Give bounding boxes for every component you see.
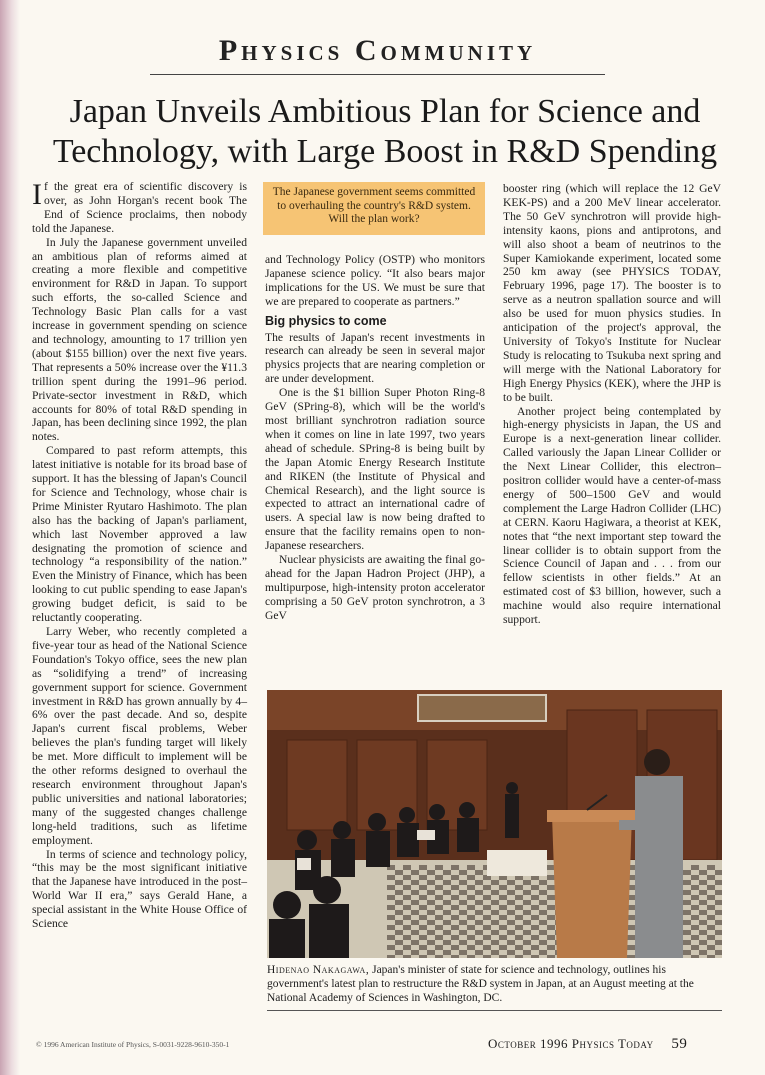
- paragraph: If the great era of scientific discovery is over, as John Horgan's recent book The End of Science proclaims, then nobody told the Japanese.: [32, 178, 247, 235]
- article-column-1: [32, 180, 247, 931]
- paragraph: The results of Japan's recent investments in research can already be seen in several major physics projects that are nearing completion or are under development.: [265, 330, 485, 386]
- paragraph: and Technology Policy (OSTP) who monitors Japanese science policy. “It also bears major implications for the US. We must be sure that we are prepared to cooperate as partners.”: [265, 253, 485, 308]
- paragraph: booster ring (which will replace the 12 GeV KEK-PS) and a 200 MeV linear accelerator. The 50 GeV synchrotron will provide high-intensity kaons, pions and antiprotons, and will also shoot a beam of neutrinos to the Super Kamiokande experiment, located some 250 km away (see PHYSICS TODAY, February 1996, page 17). The booster is to serve as a neutron spallation source and will also be used for muon physics studies. In anticipation of the project's approval, the University of Tokyo's Institute for Nuclear Study is relocating to Tsukuba next spring and will merge with the National Laboratory for High Energy Physics (KEK), where the JHP is to be built.: [503, 182, 721, 404]
- article-headline: Japan Unveils Ambitious Plan for Science and Technology, with Large Boost in R&D Spending: [52, 93, 718, 170]
- page-spine-shadow: [0, 0, 20, 1075]
- article-column-3: [503, 182, 721, 627]
- section-rule: [150, 74, 605, 75]
- footer-rule: [267, 1010, 722, 1011]
- caption-name: Hidenao Nakagawa,: [267, 964, 370, 976]
- paragraph: Compared to past reform attempts, this latest initiative is notable for its broad base of support. It has the blessing of Japan's Council for Science and Technology, whose chair is Prime Minister Ryutaro Hashimoto. The plan also has the backing of Japan's parliament, which last November approved a law designating the promotion of science and technology “a responsibility of the nation.” Even the Ministry of Finance, which has been looking to cut public spending to ease Japan's growing budget deficit, is said to be reluctantly cooperating.: [32, 444, 247, 625]
- paragraph: In July the Japanese government unveiled an ambitious plan of reforms aimed at creating a more flexible and competitive environment for R&D in Japan. To support such efforts, the so-called Science and Technology Basic Plan calls for a vast increase in government spending on science and technology, amounting to 17 trillion yen (about $155 billion) over the next five years. That represents a 50% increase over the ¥11.3 trillion spent during the 1991–96 period. Private-sector investment in R&D, which accounts for 80% of total R&D spending in Japan, has been declining since 1992, the plan notes.: [32, 235, 247, 444]
- subheading: Big physics to come: [265, 313, 387, 328]
- pull-quote-box: [263, 182, 485, 235]
- pull-quote-text: The Japanese government seems committed to overhauling the country's R&D system. Will the plan work?: [272, 186, 476, 225]
- article-column-2: [265, 253, 485, 623]
- section-heading: Physics Community: [218, 34, 537, 67]
- paragraph: One is the $1 billion Super Photon Ring-8 GeV (SPring-8), which will be the world's most brilliant synchrotron radiation source when it comes on line in late 1997, two years ahead of schedule. SPring-8 is being built by the Japan Atomic Energy Research Institute and RIKEN (the Institute of Physical and Chemical Research), and the light source is expected to attract an international cadre of users. A special law is now being drafted to ensure that the facility remains open to non-Japanese researchers.: [265, 386, 485, 553]
- paragraph: In terms of science and technology policy, “this may be the most significant initiative that the Japanese have introduced in the post–World War II era,” says Gerald Hane, a special assistant in the White House Office of Science: [32, 847, 247, 931]
- paragraph: Another project being contemplated by high-energy physicists in Japan, the US and Europe is a next-generation linear collider. Called variously the Japan Linear Collider or the Next Linear Collider, this electron–positron collider would have a center-of-mass energy of 500–1500 GeV and would complement the Large Hadron Collider (LHC) at CERN. Kaoru Hagiwara, a theorist at KEK, notes that “the next important step toward the linear collider is to obtain support from the Science Council of Japan and . . . from our fellow scientists in other fields.” At an estimated cost of $3 billion, however, such a machine would also require international support.: [503, 404, 721, 627]
- copyright-notice: © 1996 American Institute of Physics, S-0031-9228-9610-350-1: [36, 1040, 230, 1049]
- meeting-photo: [267, 690, 722, 958]
- photo-caption: [267, 963, 722, 1005]
- paragraph: Nuclear physicists are awaiting the final go-ahead for the Japan Hadron Project (JHP), a multipurpose, high-intensity proton accelerator comprising a 50 GeV proton synchrotron, a 3 GeV: [265, 553, 485, 622]
- footer-journal: Physics Today: [571, 1036, 654, 1051]
- page-number: 59: [671, 1036, 688, 1052]
- footer-issue: October 1996: [488, 1036, 568, 1051]
- caption-text: Japan's minister of state for science and technology, outlines his government's latest plan to restructure the R&D system in Japan, at an August meeting at the National Academy of Sciences in Washington, DC.: [267, 964, 694, 1004]
- paragraph: Larry Weber, who recently completed a five-year tour as head of the National Science Foundation's Tokyo office, sees the new plan as “solidifying a trend” of increasing government support for science. Government investment in R&D has grown annually by 4–6% over the past decade. And so, despite Japan's current fiscal problems, Weber believes the plan's funding target will likely be met. More difficult to implement will be the other reforms designed to overhaul the research environment throughout Japan's public universities and national laboratories; many of the suggested changes challenge long-held traditions, such as lifetime employment.: [32, 625, 247, 847]
- drop-cap: I: [32, 178, 42, 211]
- meeting-photo-illustration: [267, 690, 722, 958]
- page-footer: [488, 1036, 687, 1053]
